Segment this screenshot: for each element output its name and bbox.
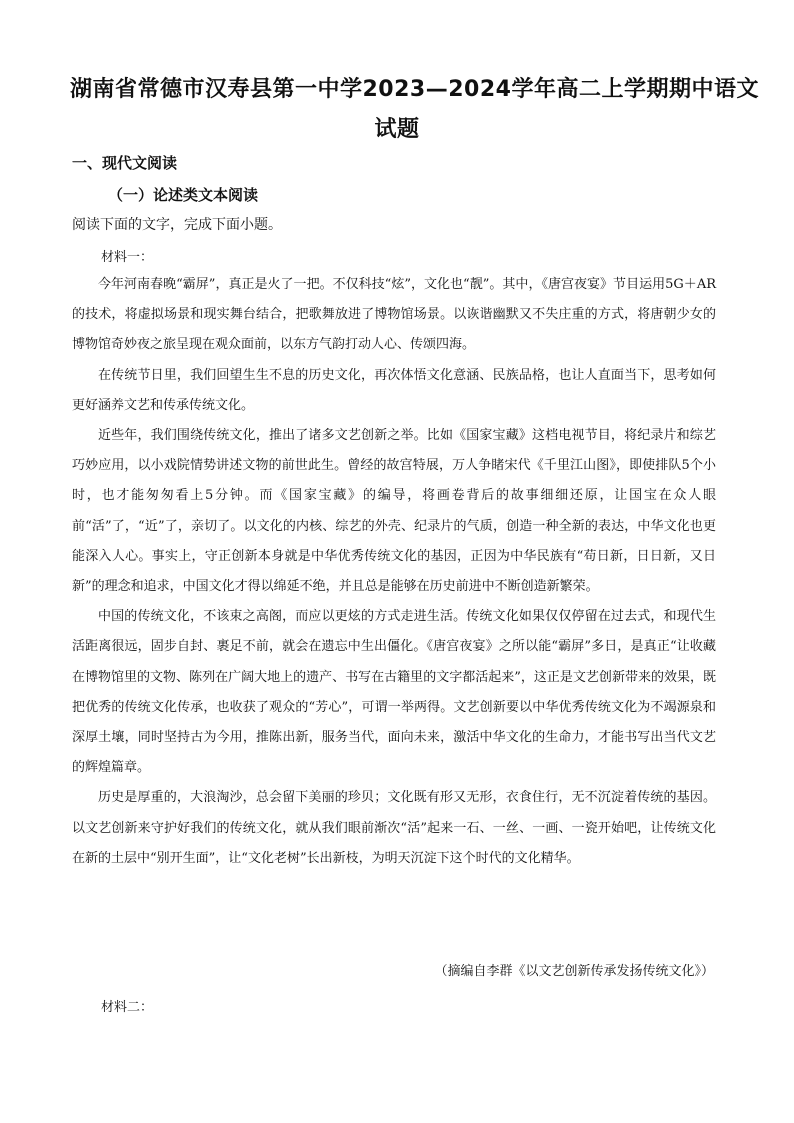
document-title: 湖南省常德市汉寿县第一中学2023—2024学年高二上学期期中语文 [70,77,759,102]
paragraph: 今年河南春晚“霸屏”，真正是火了一把。不仅科技“炫”，文化也“靓”。其中，《唐宫夜宴》节目运用5G＋AR的技术，将虚拟场景和现实舞台结合，把歌舞放进了博物馆场景。以诙谐幽默又不失庄重的方式，将唐朝少女的博物馆奇妙夜之旅呈现在观众面前，以东方气韵打动人心、传颂四海。 [72,277,716,353]
paragraph: 历史是厚重的，大浪淘沙，总会留下美丽的珍贝；文化既有形又无形，衣食住行，无不沉淀着传统的基因。以文艺创新来守护好我们的传统文化，就从我们眼前渐次“活”起来一石、一丝、一画、一瓷开始吧，让传统文化在新的土层中“别开生面”，让“文化老树”长出新枝，为明天沉淀下这个时代的文化精华。 [72,790,716,866]
section-heading: 一、现代文阅读 [72,154,178,172]
material-one-label: 材料一： [101,250,154,265]
subsection-heading: （一）论述类文本阅读 [108,186,259,204]
paragraph: 近些年，我们围绕传统文化，推出了诸多文艺创新之举。比如《国家宝藏》这档电视节目，将纪录片和综艺巧妙应用，以小戏院情势讲述文物的前世此生。曾经的故宫特展，万人争睹宋代《千里江山图》，即使排队5个小时，也才能匆匆看上5分钟。而《国家宝藏》的编导，将画卷背后的故事细细还原，让国宝在众人眼前“活”了，“近”了，亲切了。以文化的内核、综艺的外壳、纪录片的气质，创造一种全新的表达，中华文化也更能深入人心。事实上，守正创新本身就是中华优秀传统文化的基因，正因为中华民族有“苟日新，日日新，又日新”的理念和追求，中国文化才得以绵延不绝，并且总是能够在历史前进中不断创造新繁荣。 [72,428,716,595]
article-body [72,270,716,874]
paragraph: 中国的传统文化，不该束之高阁，而应以更炫的方式走进生活。传统文化如果仅仅停留在过去式，和现代生活距离很远，固步自封、裹足不前，就会在遗忘中生出僵化。《唐宫夜宴》之所以能“霸屏”多日，是真正“让收藏在博物馆里的文物、陈列在广阔大地上的遗产、书写在古籍里的文字都活起来”，这正是文艺创新带来的效果，既把优秀的传统文化传承，也收获了观众的“芳心”，可谓一举两得。文艺创新要以中华优秀传统文化为不竭源泉和深厚土壤，同时坚持古为今用，推陈出新，服务当代，面向未来，激活中华文化的生命力，才能书写出当代文艺的辉煌篇章。 [72,609,716,776]
paragraph: 在传统节日里，我们回望生生不息的历史文化，再次体悟文化意涵、民族品格，也让人直面当下，思考如何更好涵养文艺和传承传统文化。 [72,367,716,413]
document-title-continued: 试题 [374,117,420,142]
material-two-label: 材料二： [101,1000,154,1015]
instruction-text: 阅读下面的文字，完成下面小题。 [72,217,282,233]
source-citation: （摘编自李群《以文艺创新传承发扬传统文化》） [434,964,714,979]
